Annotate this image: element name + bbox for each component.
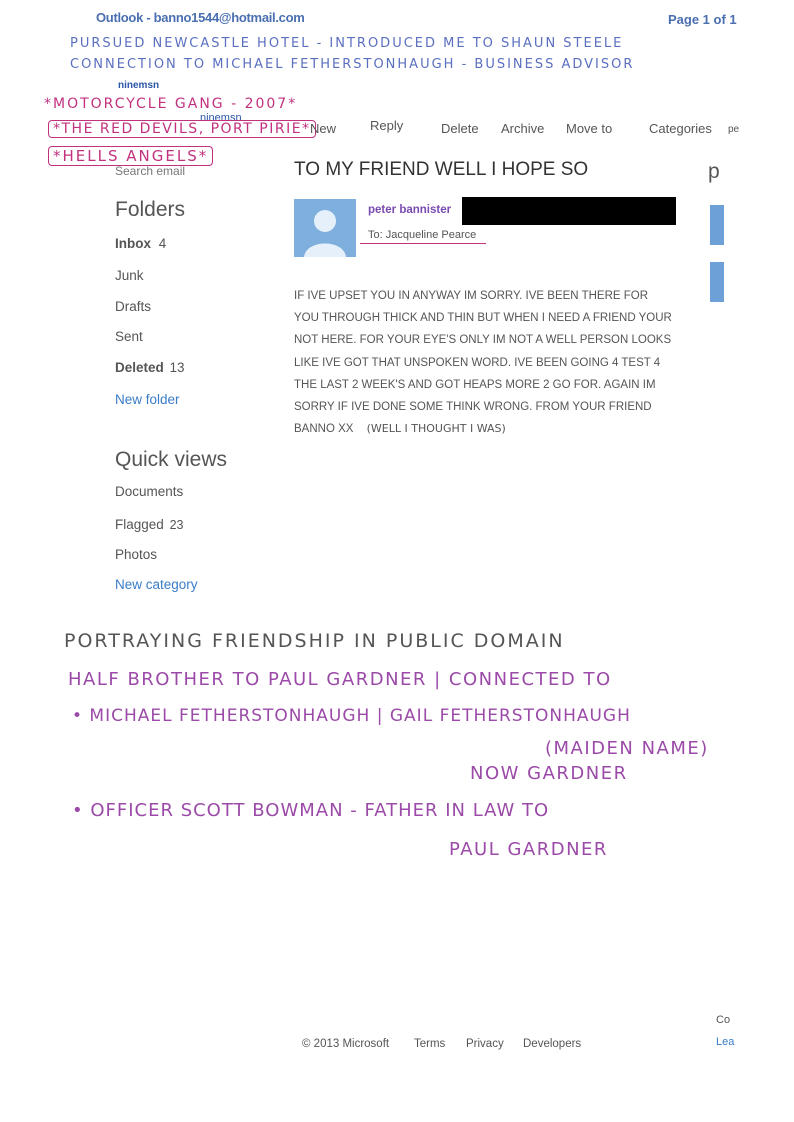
quick-view-flagged[interactable] <box>115 517 183 532</box>
folder-sent-label: Sent <box>115 329 143 344</box>
side-panel-strip-top <box>710 205 724 245</box>
folder-deleted[interactable] <box>115 360 185 375</box>
quick-view-documents[interactable] <box>115 484 183 499</box>
quick-view-photos-label: Photos <box>115 547 158 562</box>
handwritten-line-paul-gardner: PAUL GARDNER <box>449 839 608 860</box>
handwritten-line-maiden-name: (MAIDEN NAME) <box>545 738 709 759</box>
side-panel-strip-bottom <box>710 262 724 302</box>
ninemsn-logo[interactable]: ninemsn <box>118 80 160 91</box>
handwritten-note-line1: PURSUED NEWCASTLE HOTEL - INTRODUCED ME TO SHAUN STEELE <box>70 36 624 51</box>
recipient-line: To: Jacqueline Pearce <box>368 229 477 241</box>
toolbar-overflow[interactable]: pe <box>728 124 740 135</box>
quick-view-photos[interactable] <box>115 547 157 562</box>
handwritten-heading: PORTRAYING FRIENDSHIP IN PUBLIC DOMAIN <box>64 630 565 652</box>
search-input[interactable]: Search email <box>115 164 186 178</box>
message-body <box>294 285 674 440</box>
redaction-block <box>462 197 676 225</box>
delete-button[interactable]: Delete <box>441 121 479 136</box>
quick-view-flagged-count: 23 <box>169 518 184 532</box>
new-button[interactable]: New <box>310 121 337 136</box>
folder-deleted-label: Deleted <box>115 360 164 375</box>
folder-inbox-count: 4 <box>158 236 167 251</box>
handwritten-aside: (WELL I THOUGHT I WAS) <box>366 422 506 436</box>
footer-copyright: © 2013 Microsoft <box>302 1038 390 1050</box>
handwritten-hells-angels-note: *HELLS ANGELS* <box>48 146 213 166</box>
handwritten-note-line2: CONNECTION TO MICHAEL FETHERSTONHAUGH - BUSINESS ADVISOR <box>70 57 635 72</box>
footer-terms-link[interactable]: Terms <box>414 1038 446 1050</box>
new-folder-link[interactable]: New folder <box>115 392 180 407</box>
folder-drafts[interactable] <box>115 299 151 314</box>
categories-button[interactable]: Categories <box>649 121 712 136</box>
reply-button[interactable]: Reply <box>370 118 404 133</box>
quick-view-flagged-label: Flagged <box>115 517 164 532</box>
handwritten-line-now-gardner: NOW GARDNER <box>470 763 628 784</box>
folder-inbox[interactable] <box>115 236 166 251</box>
print-header-page: Page 1 of 1 <box>668 12 737 27</box>
quick-view-documents-label: Documents <box>115 484 184 499</box>
brand-label[interactable]: ninemsn <box>200 112 242 124</box>
handwritten-gang-note: *MOTORCYCLE GANG - 2007* <box>44 96 298 112</box>
message-subject: TO MY FRIEND WELL I HOPE SO <box>294 159 589 180</box>
handwritten-line-half-brother: HALF BROTHER TO PAUL GARDNER | CONNECTED TO <box>68 669 612 690</box>
right-pane-initial: p <box>708 160 720 183</box>
handwritten-red-devils-note: *THE RED DEVILS, PORT PIRIE* <box>48 120 316 138</box>
archive-button[interactable]: Archive <box>501 121 545 136</box>
new-category-link[interactable]: New category <box>115 577 198 592</box>
footer-right-link-1[interactable]: Co <box>716 1014 731 1026</box>
folder-junk-label: Junk <box>115 268 144 283</box>
sender-avatar[interactable] <box>294 199 356 257</box>
move-to-button[interactable]: Move to <box>566 121 613 136</box>
message-body-text: IF IVE UPSET YOU IN ANYWAY IM SORRY. IVE BEEN THERE FOR YOU THROUGH THICK AND THIN BUT WHEN I NEED A FRIEND YOUR NOT HERE. FOR YOUR EYE'S ONLY IM NOT A WELL PERSON LOOKS LIKE IVE GOT THAT UNSPOKEN WORD. IVE BEEN GOING 4 TEST 4 THE LAST 2 WEEK'S AND GOT HEAPS MORE 2 GO FOR. AGAIN IM SORRY IF IVE DONE SOME THINK WRONG. FROM YOUR FRIEND BANNO XX <box>294 290 672 436</box>
person-icon <box>294 199 356 257</box>
print-header-title: Outlook - banno1544@hotmail.com <box>96 10 305 25</box>
quick-views-heading: Quick views <box>115 448 228 471</box>
handwritten-line-fetherstonhaugh: • MICHAEL FETHERSTONHAUGH | GAIL FETHERSTONHAUGH <box>72 706 631 726</box>
folder-drafts-label: Drafts <box>115 299 152 314</box>
sender-name[interactable]: peter bannister <box>368 204 452 216</box>
footer-right-link-2[interactable]: Lea <box>716 1036 735 1048</box>
folder-sent[interactable] <box>115 329 143 344</box>
folder-junk[interactable] <box>115 268 144 283</box>
handwritten-underline <box>360 243 486 244</box>
folder-deleted-count: 13 <box>169 360 185 375</box>
footer-developers-link[interactable]: Developers <box>523 1038 582 1050</box>
footer-privacy-link[interactable]: Privacy <box>466 1038 504 1050</box>
handwritten-line-scott-bowman: • OFFICER SCOTT BOWMAN - FATHER IN LAW TO <box>72 800 550 821</box>
folder-inbox-label: Inbox <box>115 236 151 251</box>
folders-heading: Folders <box>115 198 186 221</box>
